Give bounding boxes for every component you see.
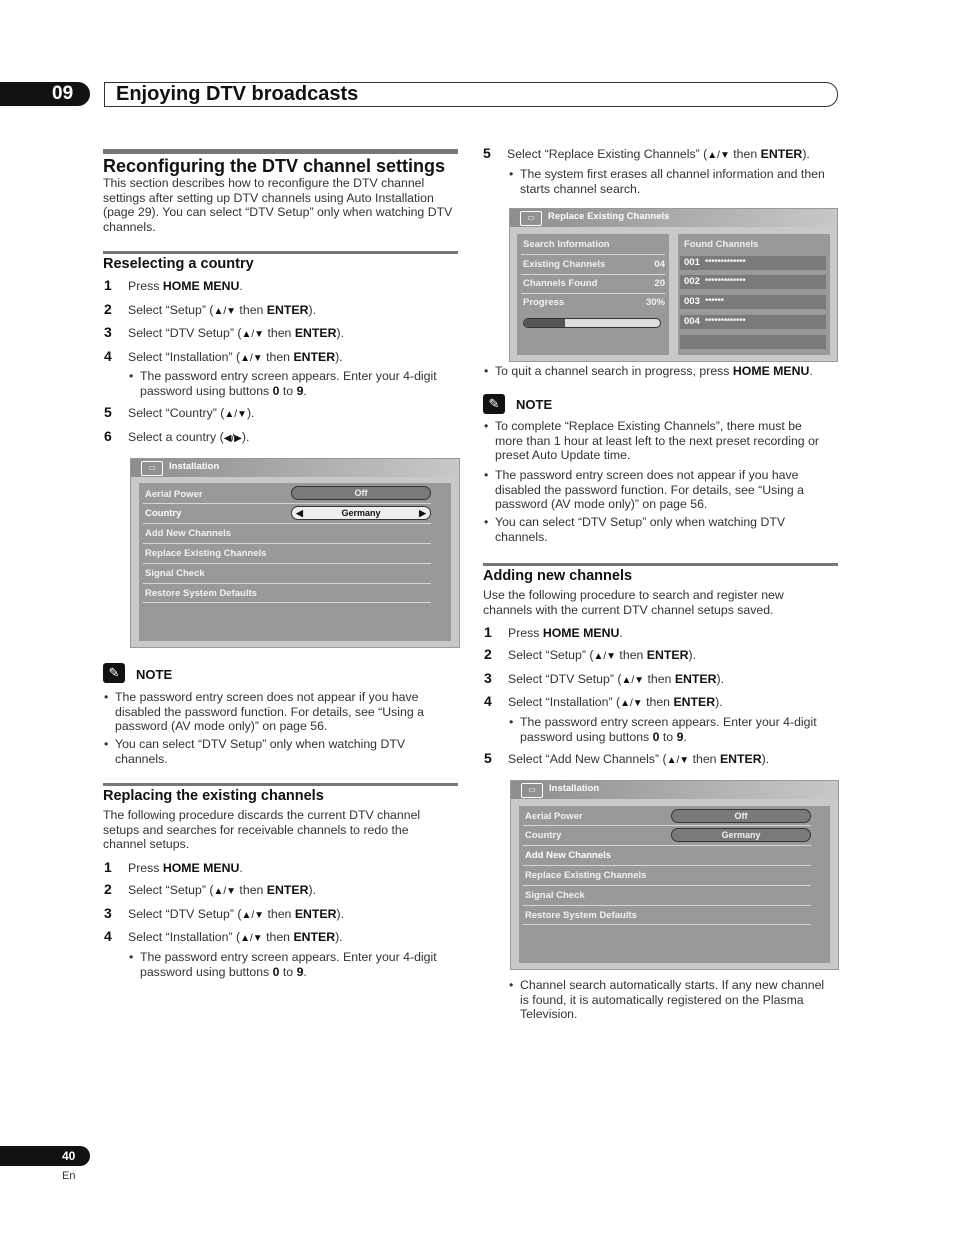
quit-search-bullet: • To quit a channel search in progress, press HOME MENU. — [484, 364, 813, 378]
country-selector: ◀ Germany ▶ — [291, 506, 431, 520]
country-value: Germany — [671, 828, 811, 842]
progress-bar — [523, 318, 661, 328]
note-pencil-icon: ✎ — [103, 663, 125, 683]
subsection-rule — [103, 251, 458, 254]
add-step-3: 3 Select “DTV Setup” (▲/▼ then ENTER). — [484, 670, 725, 686]
add-step-4: 4 Select “Installation” (▲/▼ then ENTER). — [484, 693, 723, 709]
found-channel-row-empty — [680, 335, 826, 349]
menu-item-aerial-power: Aerial Power — [145, 489, 203, 500]
left-arrow-icon: ◀ — [296, 508, 303, 518]
up-down-arrows-icon: ▲/▼ — [213, 306, 237, 317]
chapter-number: 09 — [52, 83, 74, 104]
subsection-title-add: Adding new channels — [483, 568, 633, 584]
aerial-power-value: Off — [671, 809, 811, 823]
existing-channels-value: 04 — [654, 259, 665, 270]
menu-item-country: Country — [145, 508, 182, 519]
found-channel-row: 004 ************* — [680, 315, 826, 329]
country-step-6: 6 Select a country (◀/▶). — [104, 428, 250, 444]
menu-item-replace-existing-channels: Replace Existing Channels — [145, 548, 267, 559]
add-step-1: 1 Press HOME MENU. — [484, 624, 623, 640]
menu-item-restore-defaults: Restore System Defaults — [525, 910, 637, 921]
note-label: NOTE — [136, 667, 173, 682]
replace-intro: The following procedure discards the current DTV channel setups and searches for receivable channels to redo the channel setups. — [103, 808, 421, 852]
found-channels-panel — [678, 234, 830, 355]
note-bullet-2: • The password entry screen does not appear if you have disabled the password function. For details, see “Using a password (AV mode only)” on page 56. — [484, 468, 804, 512]
up-down-arrows-icon: ▲/▼ — [593, 651, 617, 662]
add-step-2: 2 Select “Setup” (▲/▼ then ENTER). — [484, 646, 696, 662]
installation-menu-screen-2 — [510, 780, 839, 970]
progress-label: Progress — [523, 297, 565, 308]
replace-step-4-bullet: • The password entry screen appears. Enter your 4-digit password using buttons 0 to 9. — [129, 950, 437, 979]
up-down-arrows-icon: ▲/▼ — [240, 933, 263, 944]
country-step-4-bullet: • The password entry screen appears. Enter your 4-digit password using buttons 0 to 9. — [129, 369, 437, 398]
up-down-arrows-icon: ▲/▼ — [241, 329, 265, 340]
progress-bar-fill — [524, 319, 565, 327]
up-down-arrows-icon: ▲/▼ — [707, 150, 730, 161]
subsection-rule — [103, 783, 458, 786]
add-intro: Use the following procedure to search and register new channels with the current DTV channel setups saved. — [483, 588, 784, 617]
aerial-power-value: Off — [291, 486, 431, 500]
menu-item-add-new-channels: Add New Channels — [145, 528, 232, 539]
subsection-rule — [483, 563, 838, 566]
tv-menu-icon: ▭ — [520, 211, 542, 226]
menu-body — [519, 806, 830, 963]
section-title: Reconfiguring the DTV channel settings — [103, 156, 446, 176]
note-bullet-1: • The password entry screen does not appear if you have disabled the password function. For details, see “Using a password (AV mode only)” on page 56. — [104, 690, 424, 734]
note-bullet-3: • You can select “DTV Setup” only when watching DTV channels. — [484, 515, 786, 544]
up-down-arrows-icon: ▲/▼ — [620, 698, 643, 709]
found-channel-row: 003 ****** — [680, 295, 826, 309]
country-step-4: 4 Select “Installation” (▲/▼ then ENTER). — [104, 348, 343, 364]
menu-item-add-new-channels: Add New Channels — [525, 850, 612, 861]
existing-channels-label: Existing Channels — [523, 259, 606, 270]
screen-title: Replace Existing Channels — [548, 211, 670, 222]
menu-item-signal-check: Signal Check — [525, 890, 585, 901]
replace-step-5: 5 Select “Replace Existing Channels” (▲/▼ then ENTER). — [483, 145, 810, 161]
replace-step-3: 3 Select “DTV Setup” (▲/▼ then ENTER). — [104, 905, 345, 921]
tv-menu-icon: ▭ — [521, 783, 543, 798]
found-channel-row: 001 ************* — [680, 256, 826, 270]
chapter-title: Enjoying DTV broadcasts — [116, 83, 359, 105]
progress-value: 30% — [645, 297, 665, 308]
screen-title: Installation — [169, 461, 220, 472]
search-info-heading: Search Information — [523, 239, 610, 250]
country-step-1: 1 Press HOME MENU. — [104, 277, 243, 293]
menu-item-restore-defaults: Restore System Defaults — [145, 588, 257, 599]
country-step-3: 3 Select “DTV Setup” (▲/▼ then ENTER). — [104, 324, 345, 340]
replace-step-4: 4 Select “Installation” (▲/▼ then ENTER). — [104, 928, 343, 944]
channels-found-label: Channels Found — [523, 278, 598, 289]
add-step-4-bullet: • The password entry screen appears. Enter your 4-digit password using buttons 0 to 9. — [509, 715, 817, 744]
country-step-2: 2 Select “Setup” (▲/▼ then ENTER). — [104, 301, 316, 317]
section-rule — [103, 149, 458, 154]
up-down-arrows-icon: ▲/▼ — [621, 675, 645, 686]
menu-item-replace-existing-channels: Replace Existing Channels — [525, 870, 647, 881]
menu-item-aerial-power: Aerial Power — [525, 811, 583, 822]
left-right-arrows-icon: ◀/▶ — [223, 433, 242, 444]
replace-step-1: 1 Press HOME MENU. — [104, 859, 243, 875]
screen-title: Installation — [549, 783, 600, 794]
up-down-arrows-icon: ▲/▼ — [224, 409, 247, 420]
channels-found-value: 20 — [654, 278, 665, 289]
note-pencil-icon: ✎ — [483, 394, 505, 414]
menu-item-country: Country — [525, 830, 562, 841]
add-step-5: 5 Select “Add New Channels” (▲/▼ then ENTER). — [484, 750, 770, 766]
note-bullet-1: • To complete “Replace Existing Channels”, there must be more than 1 hour at least left to the next preset recording or preset Auto Update time. — [484, 419, 820, 463]
section-intro: This section describes how to reconfigure the DTV channel settings after setting up DTV channels using Auto Installation (page 29). You can select “DTV Setup” only when watching DTV channels. — [103, 176, 453, 234]
note-bullet-2: • You can select “DTV Setup” only when watching DTV channels. — [104, 737, 406, 766]
menu-item-signal-check: Signal Check — [145, 568, 205, 579]
right-arrow-icon: ▶ — [419, 508, 426, 518]
menu-body — [139, 483, 451, 641]
search-info-panel — [517, 234, 669, 355]
subsection-title-country: Reselecting a country — [103, 256, 254, 272]
up-down-arrows-icon: ▲/▼ — [666, 755, 690, 766]
up-down-arrows-icon: ▲/▼ — [240, 353, 263, 364]
replace-channels-screen — [509, 208, 838, 362]
up-down-arrows-icon: ▲/▼ — [213, 886, 237, 897]
note-label: NOTE — [516, 397, 553, 412]
page-language: En — [62, 1170, 76, 1182]
found-channel-row: 002 ************* — [680, 275, 826, 289]
subsection-title-replace: Replacing the existing channels — [103, 788, 324, 804]
up-down-arrows-icon: ▲/▼ — [241, 910, 265, 921]
replace-step-2: 2 Select “Setup” (▲/▼ then ENTER). — [104, 881, 316, 897]
found-channels-heading: Found Channels — [684, 239, 759, 250]
tv-menu-icon: ▭ — [141, 461, 163, 476]
page-number: 40 — [62, 1149, 76, 1163]
installation-menu-screen — [130, 458, 460, 648]
country-step-5: 5 Select “Country” (▲/▼). — [104, 404, 255, 420]
final-bullet: • Channel search automatically starts. If any new channel is found, it is automatically registered on the Plasma Television. — [509, 978, 825, 1022]
replace-step-5-bullet: • The system first erases all channel information and then starts channel search. — [509, 167, 825, 196]
page-number-tab — [0, 1146, 90, 1166]
